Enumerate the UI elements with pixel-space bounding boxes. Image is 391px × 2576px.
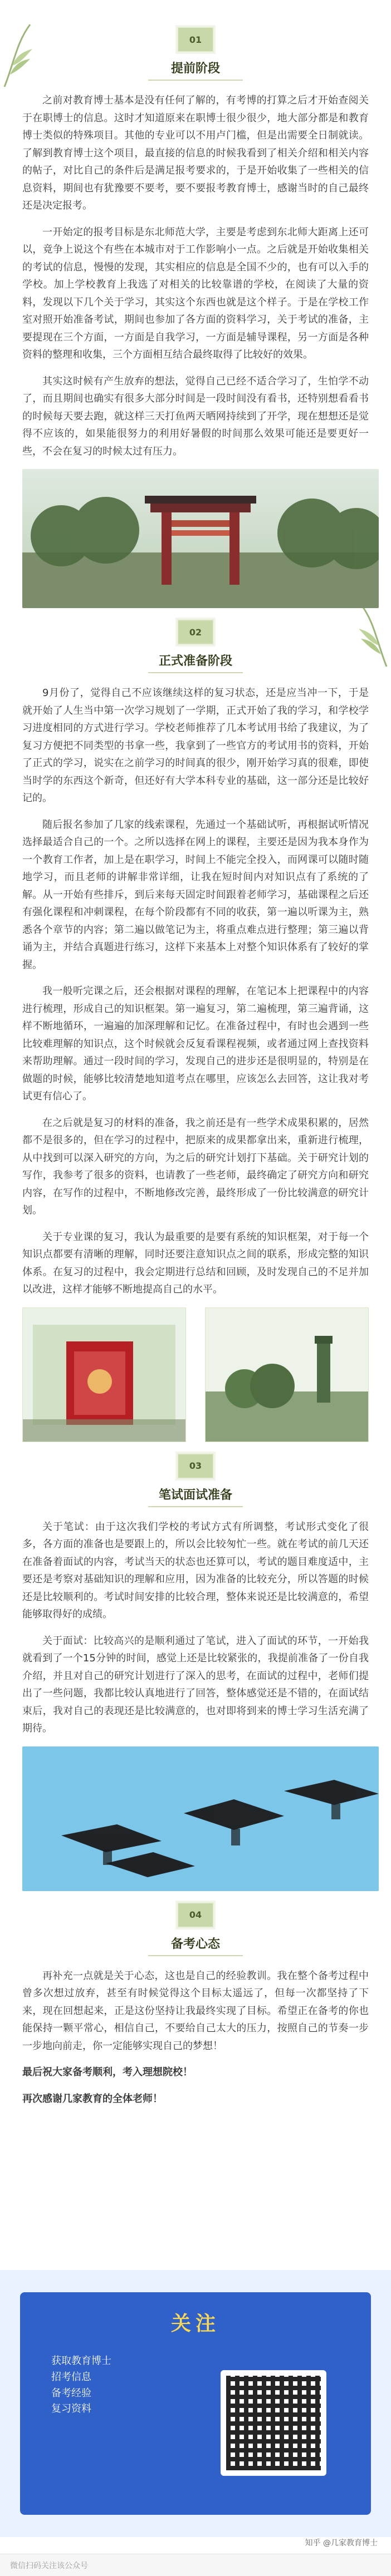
benefit-line: 复习资料: [51, 2403, 91, 2415]
section-02: [0, 619, 391, 1442]
follow-benefits: [51, 2353, 111, 2417]
paragraph: 我一般听完课之后，还会根据对课程的理解，在笔记本上把课程中的内容进行梳理，形成自己的知识框架。第一遍复习，第二遍梳理，第三遍背诵，这样不断地循环，一遍遍的加深理解和记忆。在准备过程中，有时也会遇到一些比较难理解的知识点，这个时候就会反复看课程视频，或者通过网上查找资料来帮助理解。通过一段时间的学习，发现自己的进步还是很明显的，特别是在做题的时候，能够比较清楚地知道考点在哪里，应该怎么去回答，这让我对考试更有信心了。: [22, 985, 369, 1102]
paragraph: 一开始定的报考目标是东北师范大学，主要是考虑到东北师大距离上还可以，竟争上说这个有些在本城市对于工作影响小一点。之后就是开始收集相关的考试的信息，慢慢的发现，其实相应的信息是全国不少的，也有可以入手的学校。加上学校教育上我选了对相关的比较靠谱的学校，在阅读了大量的资料，发现以下几个关于学习，其实这个东西也就是这个样子。于是在学校工作室对照开始准备考试，期间也参加了各方面的资料学习，关于考试的准备，主要提现在三个方面，一方面是自我学习，一方面是辅导课程，另一方面是各种资料的整理和收集，三个方面相互结合最终取得了比较好的效果。: [22, 226, 369, 361]
paragraph: 9月份了，觉得自己不应该继续这样的复习状态，还是应当冲一下，于是就开始了人生当中第一次学习规划了一学期，正式开始了我的学习，和学校学习进度相同的方式进行学习。学校老师推荐了几本考试用书给了我建议，为了复习方便把不同类型的书拿一些，我拿到了一些官方的考试用书的资料，开始了正式的学习，说实在之前学习的时间真的很少，刚开始学习真的很难，即使当时学的东西这个新奇，但还好有大学本科专业的基础，这一部分还是比较好记的。: [22, 687, 369, 804]
closing-line: 再次感谢几家教育的全体老师！: [22, 2093, 163, 2105]
qr-code[interactable]: [221, 2370, 326, 2476]
photo-row: [22, 1307, 369, 1442]
title-divider: [148, 1506, 243, 1507]
paragraph: 关于笔试：由于这次我们学校的考试方式有所调整，考试形式变化了很多，各方面的准备也是要跟上的，所以会比较匆忙一些。就在考试的前几天还在准备着面试的内容，考试当天的状态也还算可以，考试的题目难度适中，主要还是考察对基础知识的理解和应用，因为准备的比较充分，所以答题的时候还是比较顺利的。考试时间安排的比较合理，整体来说还是比较满意的，希望能够取得好的成绩。: [22, 1521, 369, 1620]
section-title: 正式准备阶段: [158, 654, 232, 668]
bottom-bar: [0, 2554, 391, 2576]
section-title: 备考心态: [170, 1937, 220, 1951]
section-title: 笔试面试准备: [158, 1488, 232, 1502]
section-title: 提前阶段: [170, 62, 220, 76]
diploma-photo: [22, 1307, 186, 1442]
section-number-badge: 01: [177, 27, 214, 52]
section-number-badge: 02: [177, 619, 214, 645]
paragraph: 之前对教育博士基本是没有任何了解的，有考博的打算之后才开始查阅关于在职博士的信息。这时才知道原来在职博士很少很少，地大部分都是和教育博士类似的特殊项目。其他的专业可以不用卢门槛，但是出需要全日制就读。了解到教育博士这个项目，最直接的信息的时候我看到了相关介绍和相关内容的帖子，对比自己的条件后是满足报考要求的，于是开始收集了一些相关的信息资料，期间也有犹豫要不要考，要不要报考教育博士，感谢当时的自己最终还是决定报考。: [22, 95, 369, 211]
title-divider: [148, 672, 243, 673]
follow-card: [0, 2270, 391, 2537]
section-03: [0, 1453, 391, 1891]
title-divider: [148, 1955, 243, 1956]
paragraph: 在之后就是复习的材料的准备，我之前还是有一些学术成果积累的，居然都不是很多的，但在学习的过程中，把原来的成果都拿出来，重新进行梳理，从中找到可以深入研究的方向，为之后的研究计划打下基础。关于研究计划的写作，我参考了很多的资料，也请教了一些老师，最终确定了研究方向和研究内容，在写作的过程中，不断地修改完善，最终形成了一份比较满意的研究计划。: [22, 1117, 369, 1216]
campus-gate-photo: [22, 469, 379, 608]
section-number-badge: 04: [177, 1902, 214, 1928]
benefit-line: 备考经验: [51, 2387, 91, 2399]
benefit-line: 获取教育博士: [51, 2355, 111, 2367]
benefit-line: 招考信息: [51, 2371, 91, 2383]
section-01: [0, 27, 391, 608]
closing-line: 最后祝大家备考顺利，考入理想院校！: [22, 2066, 193, 2078]
paragraph: 再补充一点就是关于心态，这也是自己的经验教训。我在整个备考过程中曾多次想过放弃，甚至有时候觉得这个目标太遥远了，但每一次都坚持了下来，现在回想起来，正是这份坚持让我最终实现了目标。希望正在备考的你也能保持一颗平常心，相信自己，不要给自己太大的压力，按照自己的节奏一步一步地向前走，你一定能够实现自己的梦想！: [22, 1970, 369, 2052]
paragraph: 关于专业课的复习，我认为最重要的是要有系统的知识框架，对于每一个知识点都要有清晰的理解，同时还要注意知识点之间的联系，形成完整的知识体系。在复习的过程中，我会定期进行总结和回顾，及时发现自己的不足并加以改进，这样才能够不断地提高自己的水平。: [22, 1231, 369, 1295]
paragraph: 其实这时候有产生放弃的想法，觉得自己已经不适合学习了，生怕学不动了，而且期间也确实有很多大部分时间是一段时间没有看书，还特别想看看书的时候每天要去跑，就这样三天打鱼两天晒网持续到了开学，现在想想还是觉得不应该的，如果能很努力的利用好暑假的时间那么效果可能还是要更好一些，不会在复习的时候太过有压力。: [22, 375, 369, 457]
follow-title: 关注: [170, 2312, 220, 2335]
follow-inner: [20, 2292, 371, 2515]
paragraph: 随后报名参加了几家的线索课程，先通过一个基础试听，再根据试听情况选择最适合自己的一个。之所以选择在网上的课程，主要还是因为我本身作为一个教育工作者，加上是在职学习，时间上不能完全投入，而网课可以随时随地学习，而且老师的讲解非常详细，让我在短时间内对知识点有了系统的了解。从一开始有些排斥，到后来每天固定时间跟着老师学习，基础课程之后还有强化课程和冲刺课程，在每个阶段都有不同的收获，第一遍以听课为主，熟悉各个章节的内容；第二遍以做笔记为主，将重点难点进行整理；第三遍以背诵为主，并结合真题进行练习，这样下来基本上对整个知识体系有了较好的掌握。: [22, 818, 369, 971]
campus-tower-photo: [205, 1307, 369, 1442]
watermark: 知乎 @几家教育博士: [305, 2539, 378, 2548]
section-badge-wrap: [22, 27, 369, 52]
section-badge-wrap: [22, 1902, 369, 1928]
section-badge-wrap: [22, 1453, 369, 1479]
bottom-bar-text: 微信扫码关注该公众号: [10, 2562, 88, 2570]
top-strip: [0, 0, 391, 17]
title-divider: [148, 80, 243, 81]
section-number-badge: 03: [177, 1453, 214, 1479]
graduation-caps-photo: [22, 1746, 379, 1891]
section-04: [0, 1902, 391, 2108]
qr-code-image: [226, 2376, 321, 2470]
section-badge-wrap: [22, 619, 369, 645]
paragraph: 关于面试：比较高兴的是顺利通过了笔试，进入了面试的环节，一开始我就看到了一个15分钟的时间，感觉上还是比较紧张的，我提前准备了一份自我介绍，并且对自己的研究计划进行了深入的思考，在面试的过程中，老师们提出了一些问题，我都比较认真地进行了回答，整体感觉还是不错的，在面试结束后，我对自己的表现还是比较满意的，也对即将到来的博士学习生活充满了期待。: [22, 1635, 369, 1734]
